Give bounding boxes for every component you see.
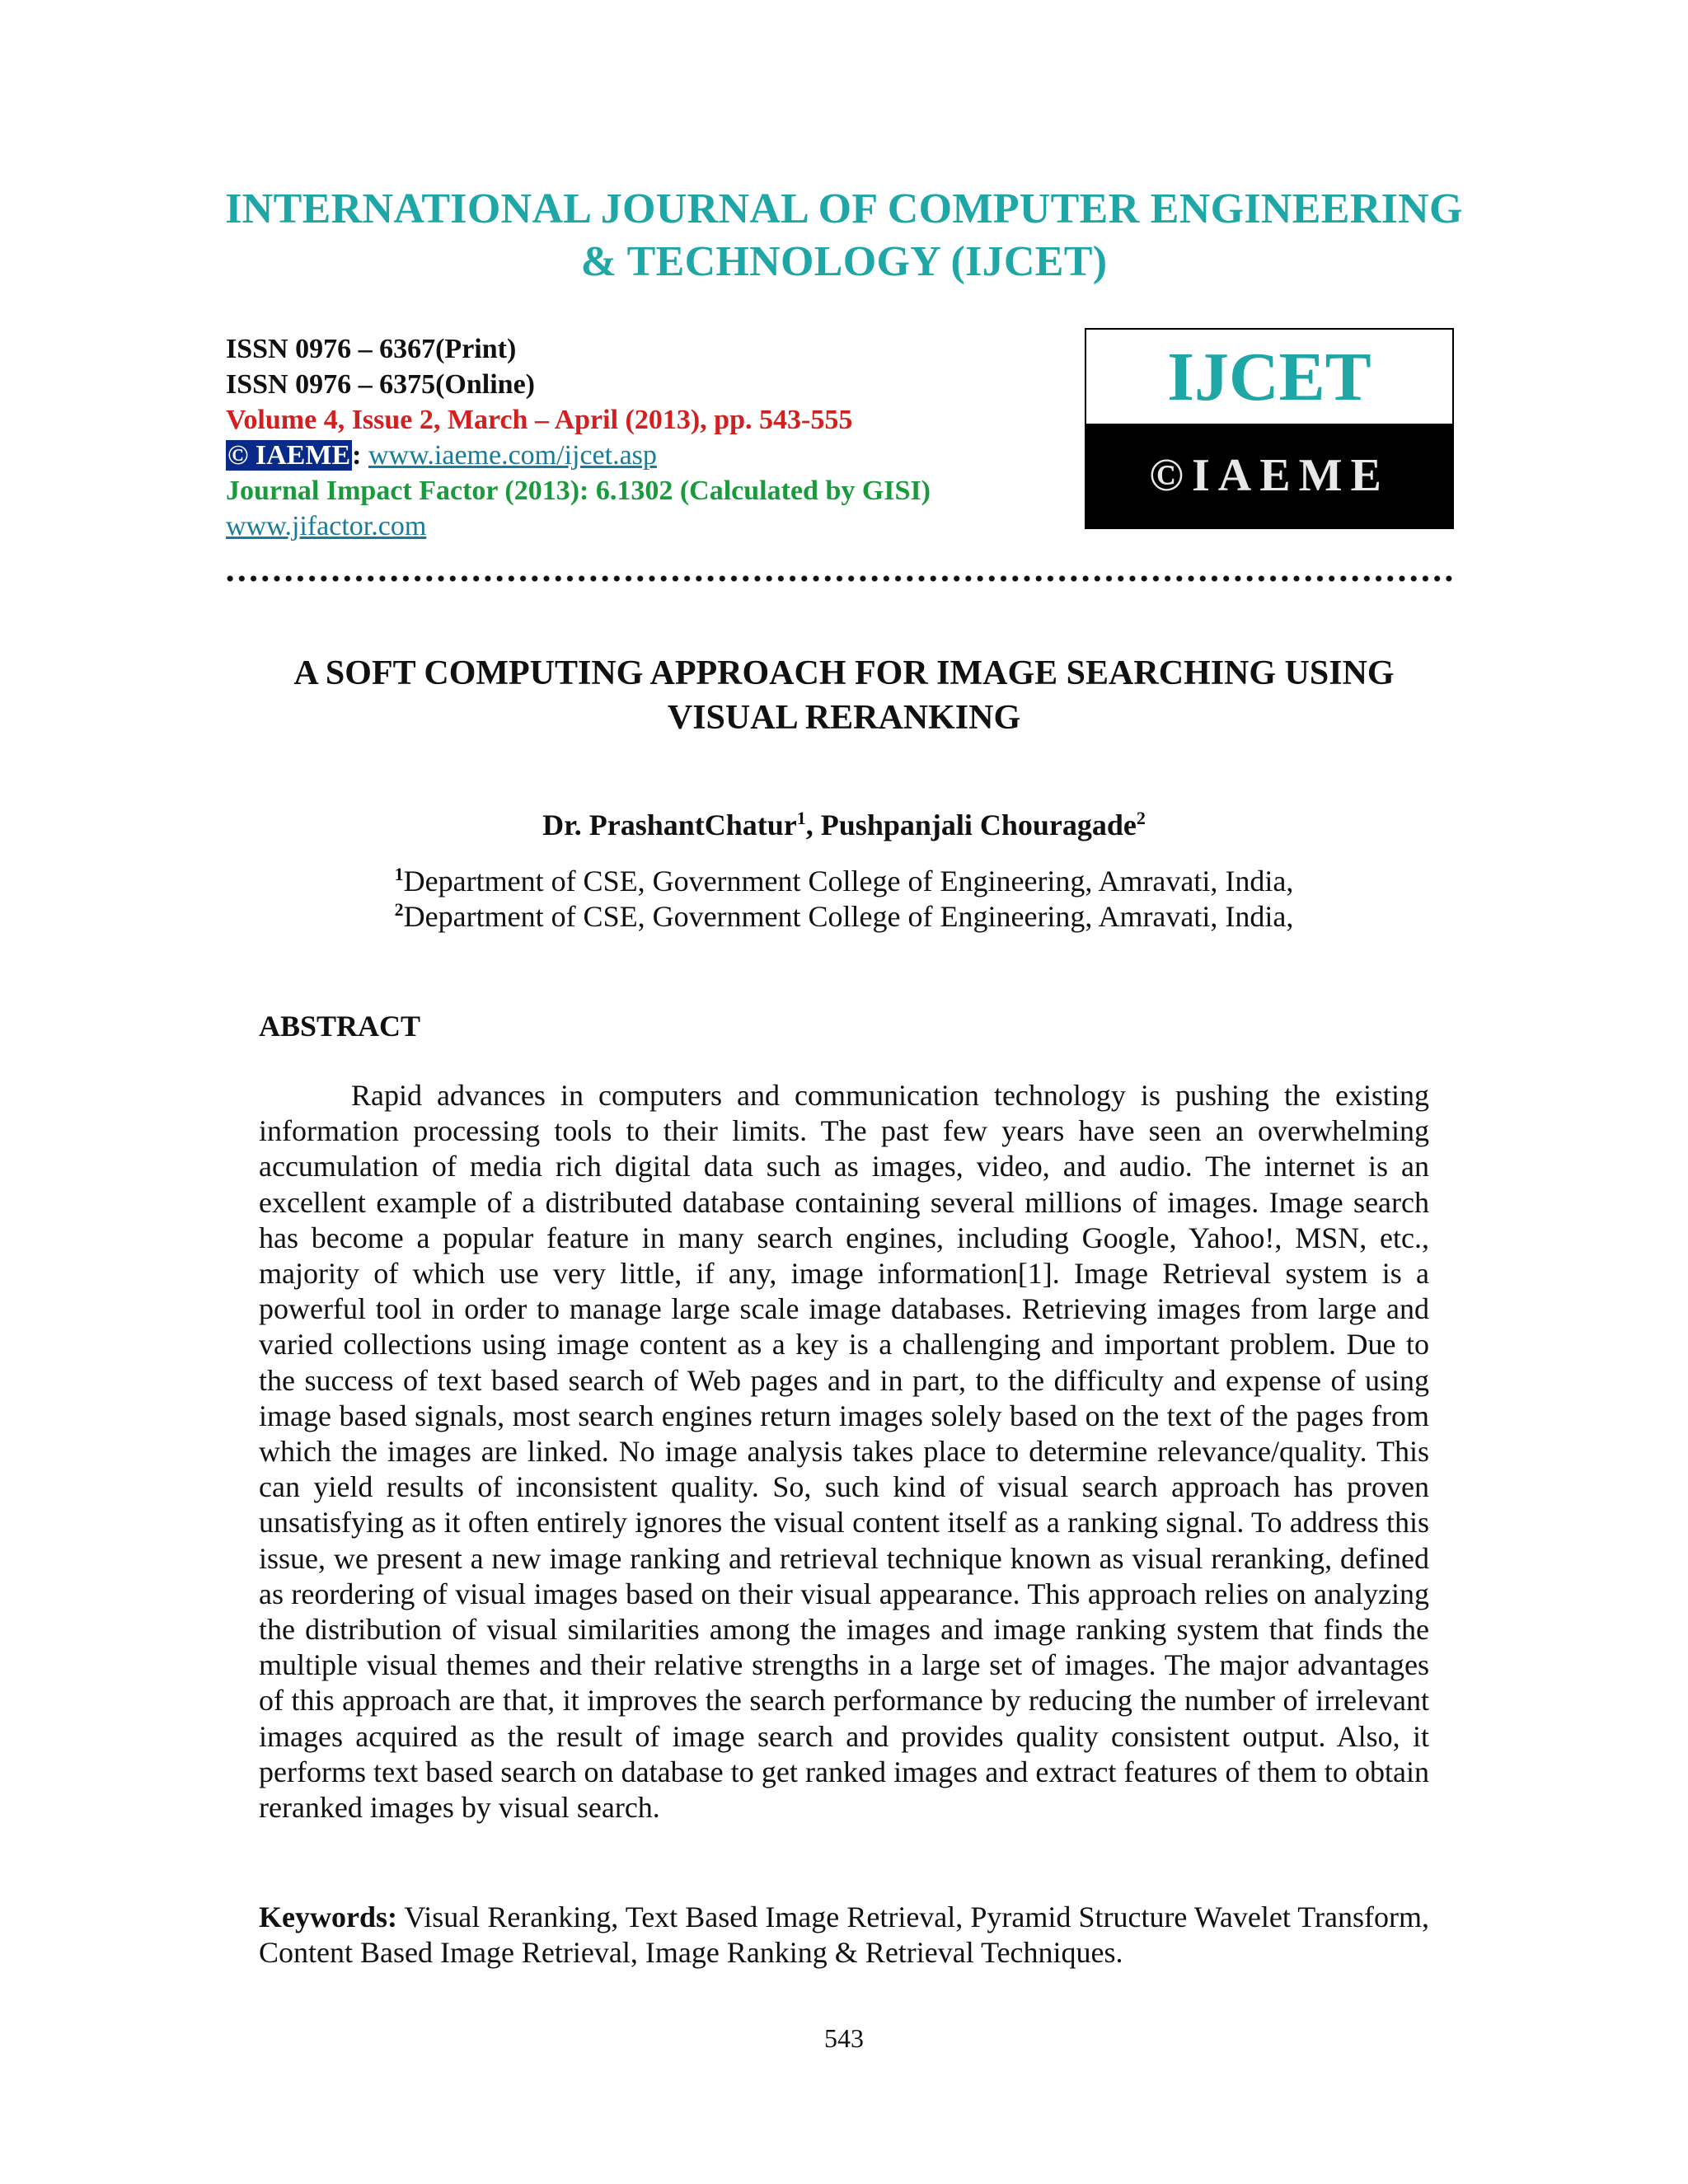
affiliation-line — [0, 864, 1688, 899]
journal-title — [0, 183, 1688, 288]
paper-title — [0, 651, 1688, 740]
publisher-tag: © IAEME — [227, 440, 351, 471]
publisher-line — [226, 438, 1050, 473]
affiliations — [0, 864, 1688, 935]
abstract-heading: ABSTRACT — [259, 1010, 421, 1043]
keywords-section — [259, 1900, 1429, 1971]
affiliation-text: Department of CSE, Government College of Engineering, Amravati, India, — [403, 865, 1294, 898]
affiliation-mark: 2 — [394, 899, 404, 920]
keywords-text: Visual Reranking, Text Based Image Retrieval, Pyramid Structure Wavelet Transform, Content Based Image Retrieval, Image Ranking & Retrieval Techniques. — [259, 1900, 1429, 1970]
author-separator: , — [805, 808, 821, 841]
impact-factor: Journal Impact Factor (2013): 6.1302 (Calculated by GISI) — [226, 476, 931, 506]
affiliation-line — [0, 899, 1688, 935]
affiliation-text: Department of CSE, Government College of Engineering, Amravati, India, — [403, 900, 1294, 933]
volume-issue: Volume 4, Issue 2, March – April (2013), pp. 543-555 — [226, 405, 853, 435]
publisher-url-link[interactable]: www.iaeme.com/ijcet.asp — [368, 440, 657, 471]
author-name: Pushpanjali Chouragade — [820, 808, 1137, 841]
ijcet-logo — [1085, 328, 1454, 529]
author-affiliation-mark: 1 — [796, 808, 806, 828]
jifactor-url-link[interactable]: www.jifactor.com — [226, 511, 427, 541]
logo-publisher: ©IAEME — [1086, 424, 1452, 527]
logo-journal-acronym: IJCET — [1167, 339, 1372, 415]
page-number: 543 — [824, 2023, 864, 2053]
journal-title-line1: INTERNATIONAL JOURNAL OF COMPUTER ENGINEERING — [225, 185, 1463, 232]
issn-online: ISSN 0976 – 6375(Online) — [226, 369, 535, 400]
abstract-body: Rapid advances in computers and communication technology is pushing the existing information processing tools to their limits. The past few years have seen an overwhelming accumulation of media rich digital data such as images, video, and audio. The internet is an excellent example of a distributed database containing several millions of images. Image search has become a popular feature in many search engines, including Google, Yahoo!, MSN, etc., majority of which use very little, if any, image information[1]. Image Retrieval system is a powerful tool in order to manage large scale image databases. Retrieving images from large and varied collections using image content as a key is a challenging and important problem. Due to the success of text based search of Web pages and in part, to the difficulty and expense of using image based signals, most search engines return images solely based on the text of the pages from which the images are linked. No image analysis takes place to determine relevance/quality. This can yield results of inconsistent quality. So, such kind of visual search approach has proven unsatisfying as it often entirely ignores the visual content itself as a ranking signal. To address this issue, we present a new image ranking and retrieval technique known as visual reranking, defined as reordering of visual images based on their visual appearance. This approach relies on analyzing the distribution of visual similarities among the images and image ranking system that finds the multiple visual themes and their relative strengths in a large set of images. The major advantages of this approach are that, it improves the search performance by reducing the number of irrelevant images acquired as the result of image search and provides quality consistent output. Also, it performs text based search on database to get ranked images and extract features of them to obtain reranked images by visual search. — [259, 1079, 1429, 1825]
publisher-separator: : — [352, 440, 368, 471]
paper-title-line1: A SOFT COMPUTING APPROACH FOR IMAGE SEARCHING USING — [293, 654, 1395, 692]
issn-print: ISSN 0976 – 6367(Print) — [226, 334, 517, 364]
journal-title-line2: & TECHNOLOGY (IJCET) — [580, 238, 1108, 285]
author-affiliation-mark: 2 — [1136, 808, 1146, 828]
affiliation-mark: 1 — [394, 864, 404, 884]
journal-metadata — [226, 331, 1050, 544]
keywords-label: Keywords: — [259, 1900, 397, 1933]
dotted-separator — [224, 574, 1456, 583]
author-name: Dr. PrashantChatur — [542, 808, 797, 841]
author-list — [0, 806, 1688, 844]
paper-title-line2: VISUAL RERANKING — [667, 699, 1021, 737]
